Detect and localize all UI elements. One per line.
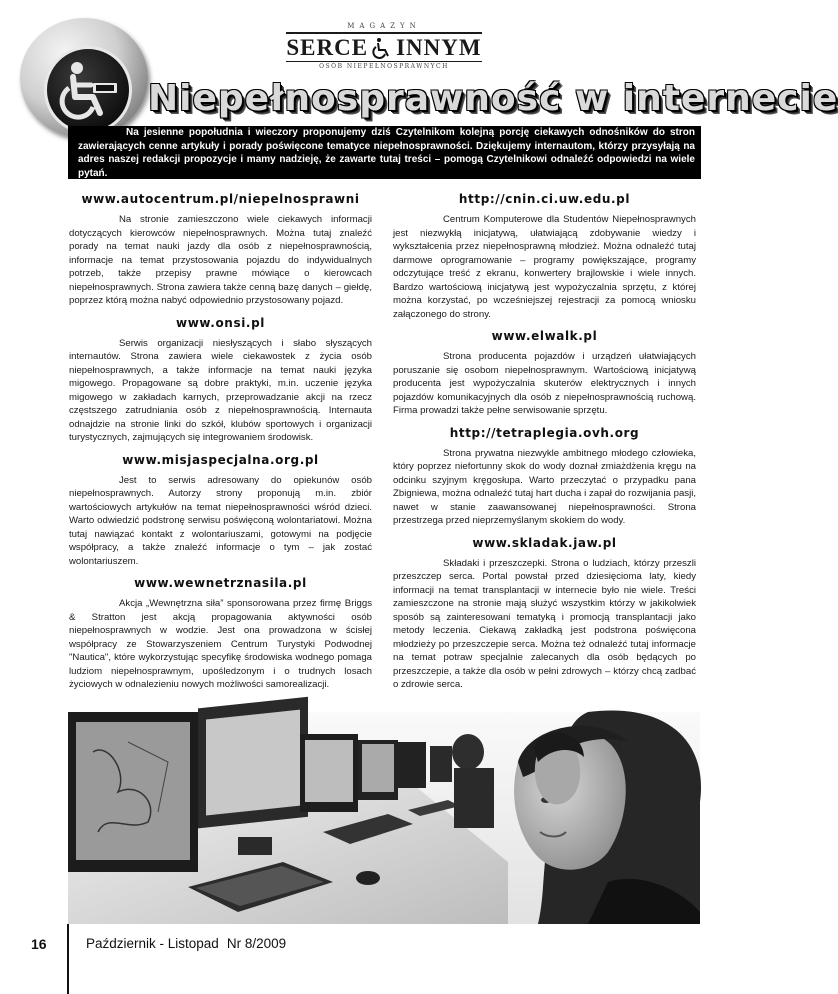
section-heading: www.elwalk.pl bbox=[491, 329, 598, 343]
article-section bbox=[393, 426, 696, 528]
article-section bbox=[69, 192, 372, 308]
section-body: Jest to serwis adresowany do opiekunów osób niepełnosprawnych. Autorzy strony proponują m.in. zbiór wartościowych artykułów na temat niepełnosprawności wśród dzieci. Warto odwiedzić podstronę serwisu poświęconą wolontariatowi. Można tutaj nawiązać kontakt z wolontariuszami, gotowymi na podjęcie współpracy, a także znaleźć informacje o tym – jak zostać wolontariuszem. bbox=[69, 474, 372, 567]
magazine-label: MAGAZYN bbox=[347, 22, 421, 30]
footer-divider bbox=[67, 924, 69, 994]
article-section bbox=[393, 192, 696, 321]
section-heading: www.wewnetrznasila.pl bbox=[134, 576, 307, 590]
wheelchair-icon bbox=[53, 55, 123, 125]
section-heading: www.onsi.pl bbox=[176, 315, 265, 330]
issue-info bbox=[86, 936, 286, 951]
article-section bbox=[69, 576, 372, 692]
masthead-rule-lower bbox=[286, 61, 482, 62]
magazine-title bbox=[282, 36, 486, 60]
left-column bbox=[69, 192, 372, 700]
section-body: Na stronie zamieszczono wiele ciekawych informacji dotyczących kierowców niepełnosprawnych. Można tutaj znaleźć porady na temat nauki jazdy dla osób z niepełnosprawnością, informacje na temat przystosowania pojazdu do indywidualnych potrzeb, także przepisy prawne mówiące o kierowcach niepełnosprawnych. Strona zawiera także cenną bazę danych – giełdę, poprzez którą można nabyć odpowiednio przystosowany pojazd. bbox=[69, 214, 372, 306]
page-title: Niepełnosprawność w internecie bbox=[148, 78, 838, 119]
article-section bbox=[69, 316, 372, 445]
section-body: Składaki i przeszczepki. Strona o ludziach, którzy przeszli przeszczep serca. Portal powstał przed dziesięcioma laty, kiedy informacji na temat transplantacji w internecie było nie wiele. Treści zamieszczone na stronie mają służyć wszystkim którzy w jakikolwiek sposób są zainteresowani tematyką i promocją transplantacji jako metody leczenia. Ciekawą zakładką jest podstrona poświęcona młodzieży po przeszczepie serca. Można też odnaleźć tutaj informacje na temat potraw specjalnie zalecanych dla osób będących po przeszczepie, a także dla osób w pełni zdrowych – którzy chcą zadbać o zdrowie serca. bbox=[393, 557, 696, 690]
magazine-title-part1: SERCE bbox=[286, 35, 369, 60]
article-section bbox=[393, 329, 696, 418]
page-footer bbox=[0, 924, 768, 994]
article-section bbox=[393, 536, 696, 692]
issue-months: Październik - Listopad bbox=[86, 936, 219, 951]
section-heading: www.misjaspecjalna.org.pl bbox=[122, 452, 319, 467]
section-body: Akcja „Wewnętrzna siła” sponsorowana przez firmę Briggs & Stratton jest akcją propagowania aktywności osób niepełnosprawnych w wodzie. Jest ona prowadzona w ścisłej współpracy ze Stowarzyszeniem Centrum Turystyki Podwodnej "Nautica", które wykorzystując specyfikę środowiska wodnego pomaga ludziom niepełnosprawnym, upośledzonym i o trudnych losach życiowych w odnalezieniu nowych możliwości samorealizacji. bbox=[69, 598, 372, 690]
magazine-masthead bbox=[282, 22, 486, 70]
section-heading: www.autocentrum.pl/niepelnosprawni bbox=[81, 192, 360, 206]
magazine-subtitle: OSÓB NIEPEŁNOSPRAWNYCH bbox=[319, 63, 449, 70]
right-column bbox=[393, 192, 696, 700]
intro-text: Na jesienne popołudnia i wieczory proponujemy dziś Czytelnikom kolejną porcję ciekawych odnośników do stron zawierających cenne artykuły i porady poświęcone tematyce niepełnosprawności. Dziękujemy internautom, którzy przysyłają na adres naszej redakcji propozycje i mamy nadzieję, że zawarte tutaj treści – pomogą Czytelnikowi odnaleźć odpowiedzi na wiele pytań. bbox=[78, 127, 695, 179]
computer-lab-illustration bbox=[68, 712, 700, 924]
article-section bbox=[69, 453, 372, 569]
masthead-rule bbox=[286, 32, 482, 34]
computer-lab-photo bbox=[68, 712, 700, 924]
intro-box bbox=[68, 126, 701, 179]
page-number: 16 bbox=[31, 936, 47, 952]
section-body: Centrum Komputerowe dla Studentów Niepełnosprawnych jest niezwykłą inicjatywą, ułatwiającą zdobywanie wiedzy i wykształcenia przez niepełnosprawną młodzież. Można odnaleźć tutaj darmowe oprogramowanie – programy powiększające, programy odczytujące treść z ekranu, konwertery brajlowskie i wiele innych. Bardzo wartościową inicjatywą jest wypożyczalnia sprzętu, z której można korzystać, po wcześniejszej rejestracji za pomocą wniosku załączonego do strony. bbox=[393, 214, 696, 320]
section-body: Serwis organizacji niesłyszących i słabo słyszących internautów. Strona zawiera wiele ciekawostek z życia osób niepełnosprawnych, a także informacje na temat nauki języka migowego. Propagowane są dobre praktyki, m.in. uczenie języka migowego w zakładach karnych, przeprowadzanie akcji na rzecz częstszego zatrudniania osób z niepełnosprawnością. Internauta odnajdzie na stronie linki do szkół, klubów sportowych i organizacji turystycznych, zajmujących się integrowaniem środowisk. bbox=[69, 337, 372, 443]
magazine-title-part2: INNYM bbox=[396, 35, 482, 60]
section-body: Strona prywatna niezwykle ambitnego młodego człowieka, który poprzez niefortunny skok do wody doznał zmiażdżenia kręgu na odcinku szyjnym kręgosłupa. Warto przeczytać o przypadku pana Zbigniewa, można odnaleźć tutaj hart ducha i zapał do rozwijania pasji, nawet w stanie zaawansowanej niepełnosprawności. Strona przestrzega przed nieprzemyślanym skokiem do wody. bbox=[393, 447, 696, 526]
section-heading: http://cnin.ci.uw.edu.pl bbox=[458, 192, 631, 206]
section-heading: www.skladak.jaw.pl bbox=[472, 535, 617, 550]
badge-center bbox=[44, 46, 132, 134]
section-body: Strona producenta pojazdów i urządzeń ułatwiających poruszanie się osobom niepełnosprawnym. Wartościową inicjatywą producenta jest wypożyczalnia skuterów elektrycznych i innych pojazdów komunikacyjnych dla osób z niepełnosprawnością ruchową. Firma prowadzi także pełne serwisowanie sprzętu. bbox=[393, 351, 696, 416]
issue-number: Nr 8/2009 bbox=[226, 936, 287, 951]
wheelchair-logo-icon bbox=[370, 36, 394, 60]
section-heading: http://tetraplegia.ovh.org bbox=[449, 425, 640, 440]
